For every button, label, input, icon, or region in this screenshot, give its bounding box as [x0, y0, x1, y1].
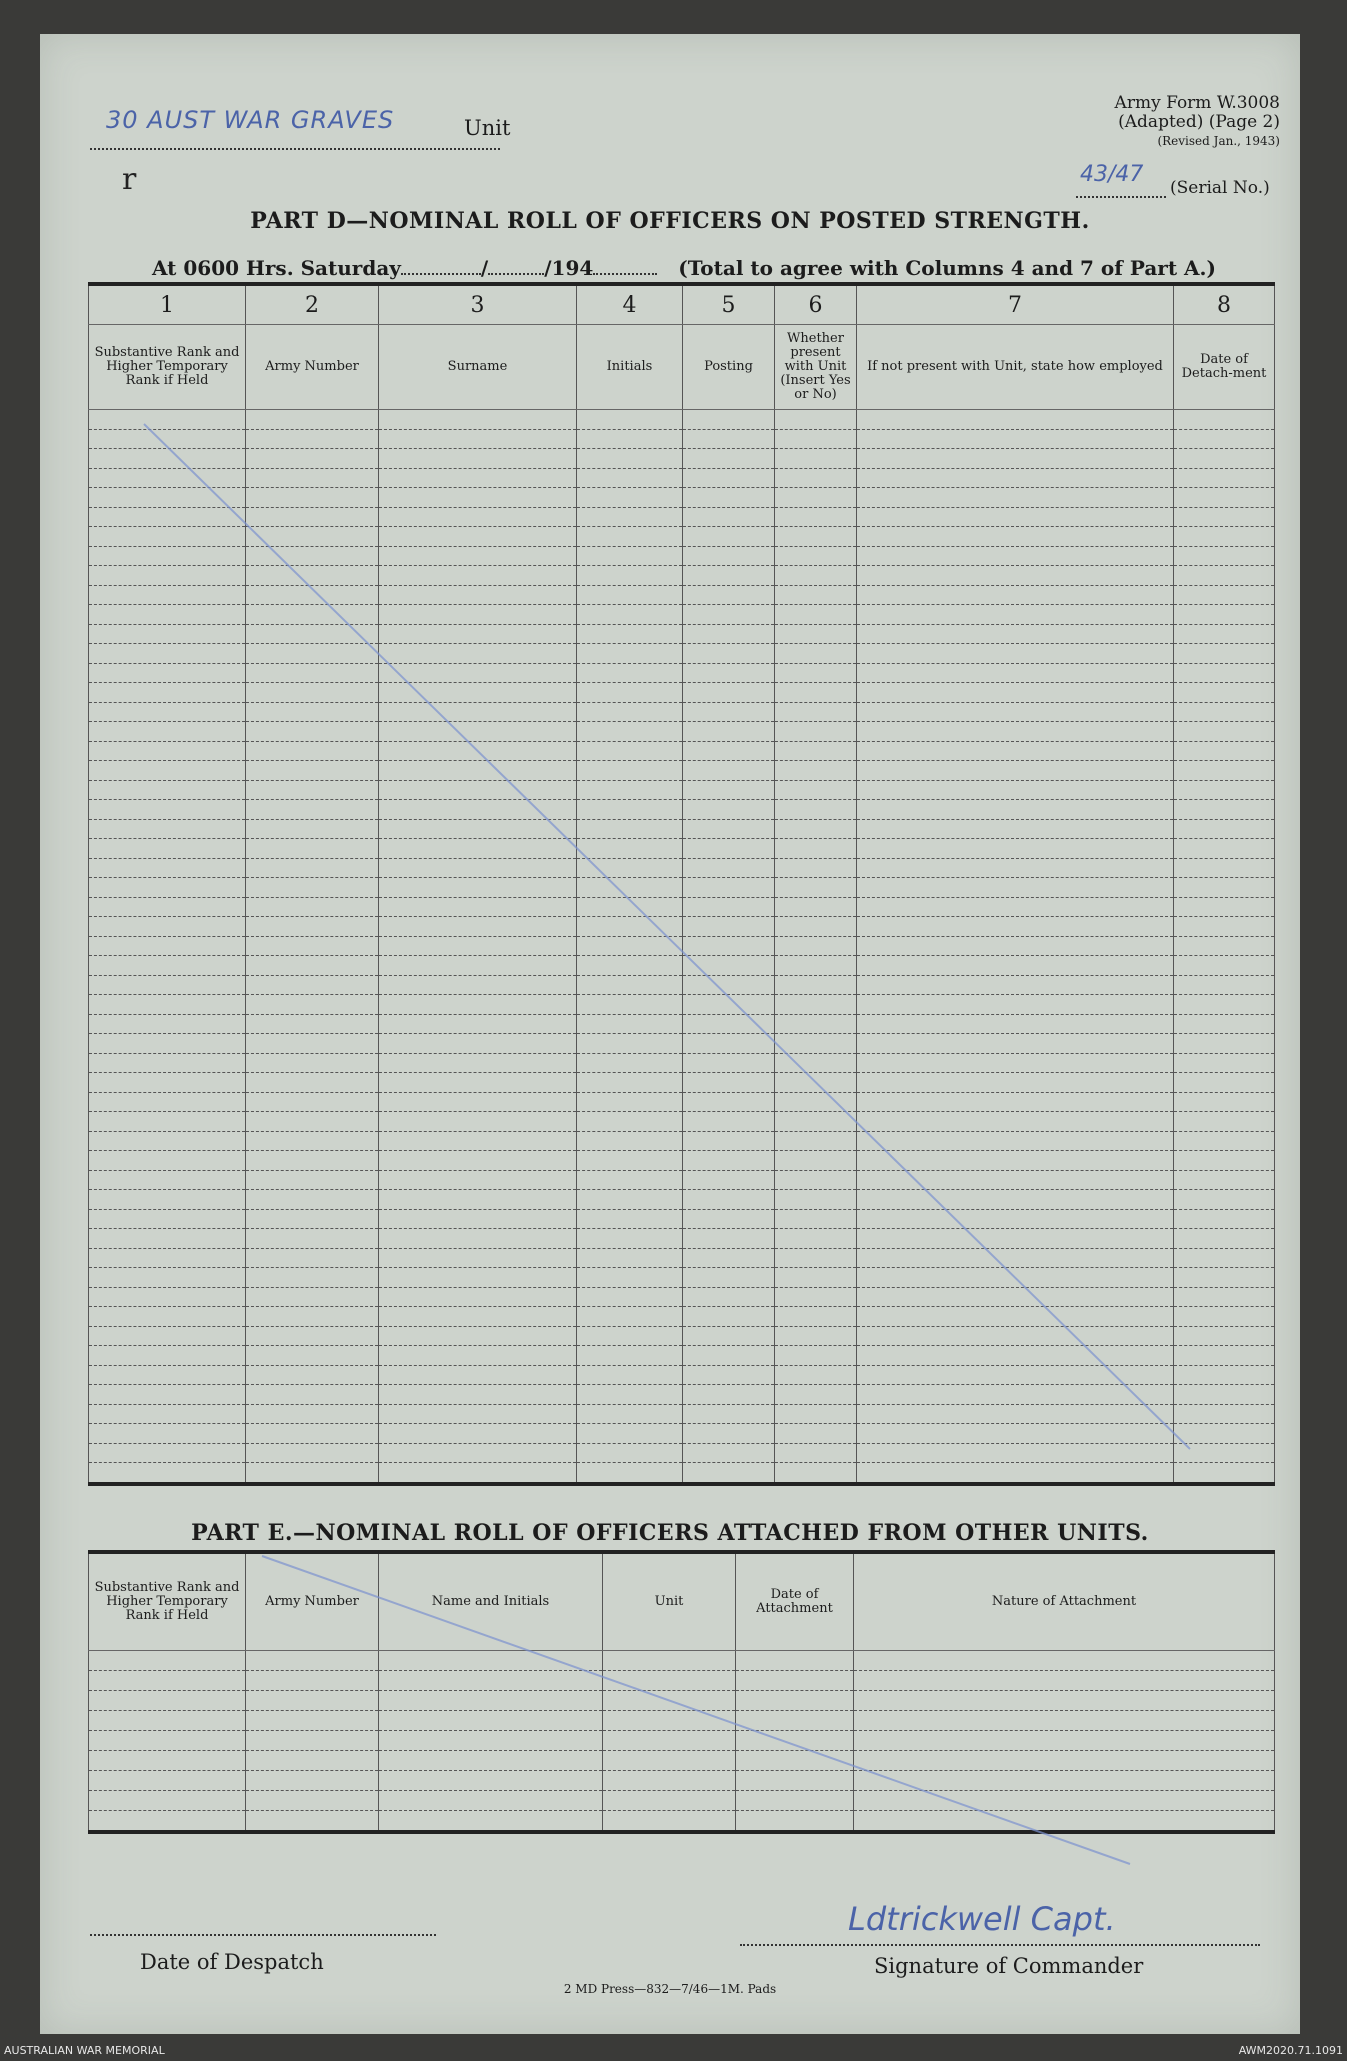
- form-adapted: (Adapted) (Page 2): [1118, 112, 1280, 132]
- total-note: (Total to agree with Columns 4 and 7 of Part A.): [678, 256, 1216, 280]
- signature-handwritten: Ldtrickwell Capt.: [848, 1900, 1116, 1938]
- cancel-stroke: [40, 34, 1300, 2034]
- part-d-title: PART D—NOMINAL ROLL OF OFFICERS ON POSTED STRENGTH.: [250, 208, 1090, 234]
- cancel-line-e: [262, 1556, 1130, 1864]
- col-header-army-number: Army Number: [246, 325, 379, 410]
- signature-line: [740, 1944, 1260, 1946]
- col-num-6: 6: [775, 284, 857, 325]
- col-num-8: 8: [1174, 284, 1275, 325]
- form-number: Army Form W.3008: [1114, 93, 1280, 113]
- col-num-5: 5: [683, 284, 775, 325]
- col-num-1: 1: [89, 284, 246, 325]
- serial-handwritten: 43/47: [1080, 162, 1144, 187]
- col-header-detachment: Date of Detach-ment: [1174, 325, 1275, 410]
- col-header-rank: Substantive Rank and Higher Temporary Rank if Held: [89, 325, 246, 410]
- signature-of-commander-label: Signature of Commander: [874, 1954, 1144, 1978]
- year-prefix: /194: [544, 256, 594, 280]
- unit-label: Unit: [464, 116, 511, 140]
- e-col-header-date-attachment: Date of Attachment: [736, 1552, 854, 1651]
- part-e-title: PART E.—NOMINAL ROLL OF OFFICERS ATTACHED FROM OTHER UNITS.: [191, 1520, 1149, 1546]
- date-of-despatch-label: Date of Despatch: [140, 1950, 324, 1974]
- e-col-header-nature: Nature of Attachment: [854, 1552, 1275, 1651]
- footer-right: AWM2020.71.1091: [1238, 2044, 1343, 2057]
- at-prefix: At 0600 Hrs. Saturday: [152, 256, 401, 280]
- form-sheet: [40, 34, 1300, 2034]
- col-header-present: Whether present with Unit (Insert Yes or No): [775, 325, 857, 410]
- cancel-line-d: [144, 424, 1190, 1449]
- col-num-2: 2: [246, 284, 379, 325]
- unit-handwritten: 30 AUST WAR GRAVES: [106, 106, 395, 134]
- despatch-line: [90, 1934, 436, 1936]
- margin-mark: r: [122, 162, 137, 197]
- footer-left: AUSTRALIAN WAR MEMORIAL: [4, 2044, 165, 2057]
- col-num-3: 3: [379, 284, 577, 325]
- col-header-initials: Initials: [577, 325, 683, 410]
- e-col-header-army-number: Army Number: [246, 1552, 379, 1651]
- e-col-header-name: Name and Initials: [379, 1552, 603, 1651]
- col-header-posting: Posting: [683, 325, 775, 410]
- slash-sep: /: [480, 256, 489, 280]
- e-col-header-rank: Substantive Rank and Higher Temporary Rank if Held: [89, 1552, 246, 1651]
- col-header-employed: If not present with Unit, state how employed: [857, 325, 1174, 410]
- e-col-header-unit: Unit: [603, 1552, 736, 1651]
- serial-label: (Serial No.): [1170, 178, 1270, 198]
- col-num-7: 7: [857, 284, 1174, 325]
- col-header-surname: Surname: [379, 325, 577, 410]
- col-num-4: 4: [577, 284, 683, 325]
- press-note: 2 MD Press—832—7/46—1M. Pads: [563, 1982, 777, 1996]
- form-revised: (Revised Jan., 1943): [1157, 134, 1280, 148]
